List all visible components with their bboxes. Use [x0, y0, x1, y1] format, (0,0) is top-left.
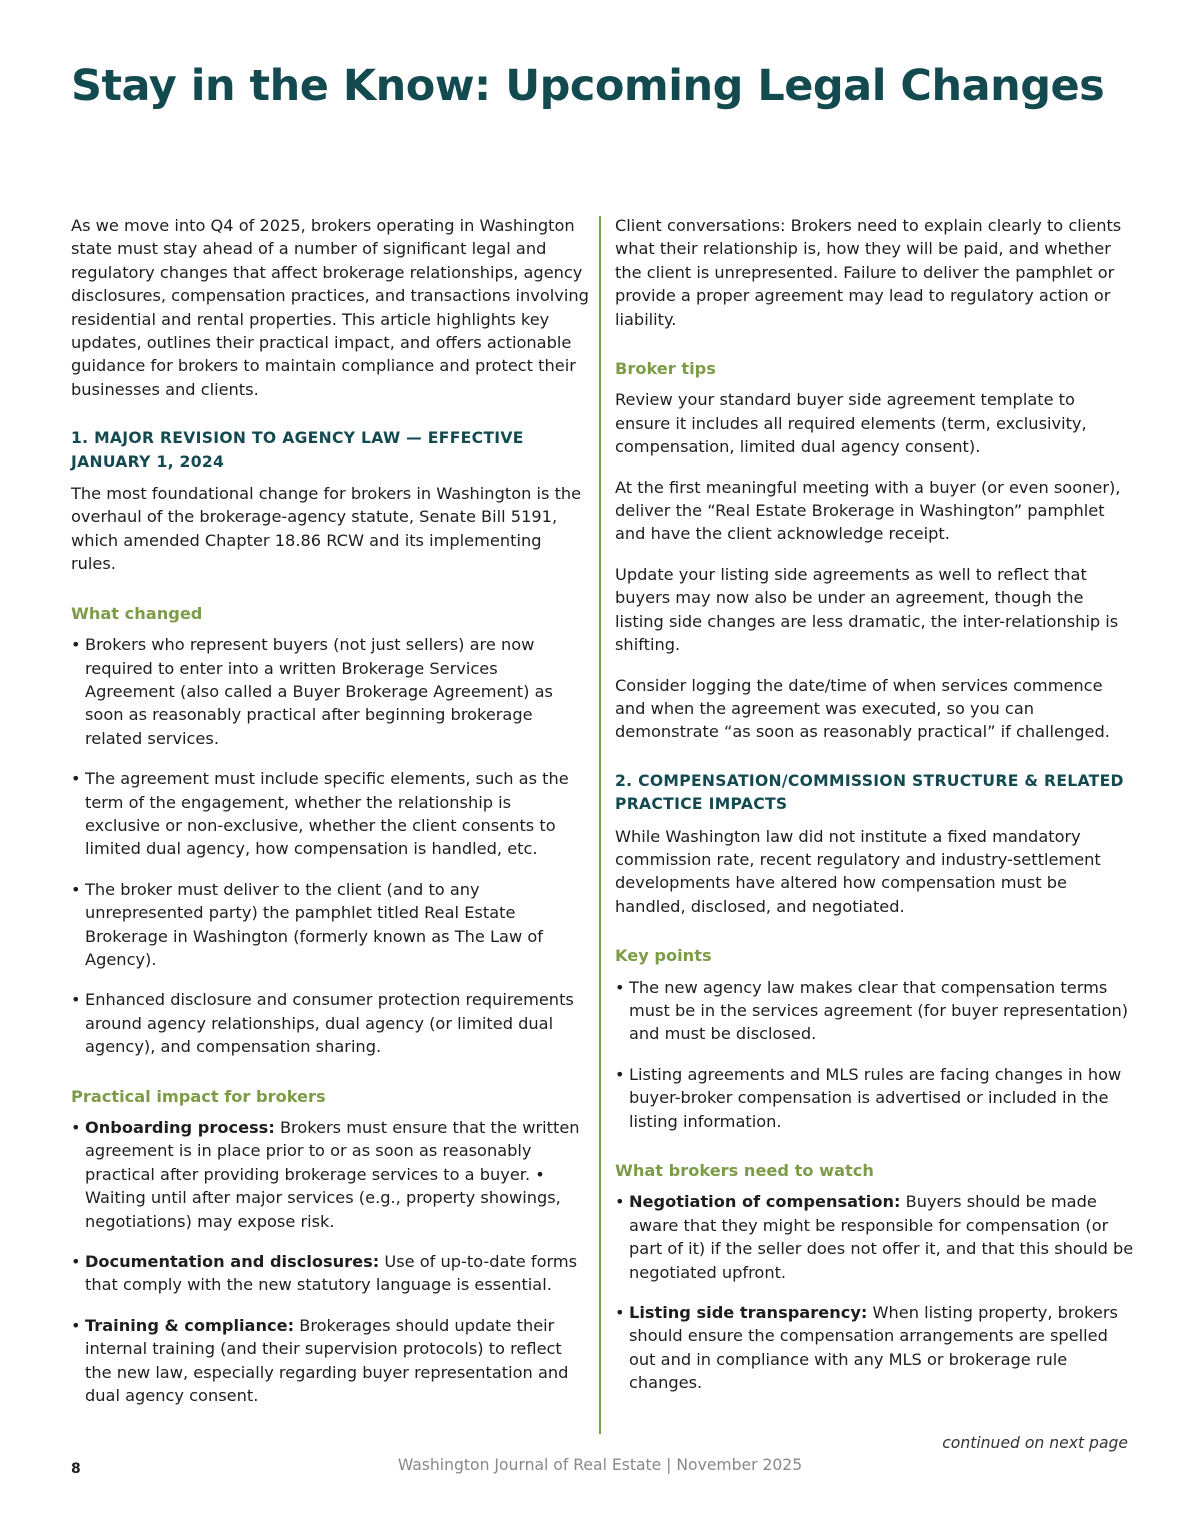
bullet-icon: • — [71, 1252, 81, 1272]
section-2-paragraph: While Washington law did not institute a fixed mandatory commission rate, recent regulatory and industry-settlement developments have altered how compensation must be handled, disclosed, and negotiated. — [615, 826, 1101, 916]
section-2-heading: 2. COMPENSATION/COMMISSION STRUCTURE & RELATED PRACTICE IMPACTS — [615, 771, 1124, 814]
tip-paragraph: Consider logging the date/time of when services commence and when the agreement was executed, so you can demonstrate “as soon as reasonably practical” if challenged. — [615, 675, 1110, 742]
key-points-list — [615, 976, 1135, 1133]
list-item: • Onboarding process: Brokers must ensure that the written agreement is in place prior to or as soon as reasonably practical after providing brokerage services to a buyer. • Waiting until after major services (e.g., property showings, negotiations) may expose risk. — [71, 1118, 580, 1231]
intro-paragraph: As we move into Q4 of 2025, brokers operating in Washington state must stay ahead of a number of significant legal and regulatory changes that affect brokerage relationships, agency disclosures, compensation practices, and transactions involving residential and rental properties. This article highlights key updates, outlines their practical impact, and offers actionable guidance for brokers to maintain compliance and protect their businesses and clients. — [71, 216, 589, 399]
broker-tips-heading: Broker tips — [615, 359, 716, 379]
list-item: • Negotiation of compensation: Buyers should be made aware that they might be responsible for compensation (or part of it) if the seller does not offer it, and that this should be negotiated upfront. — [615, 1192, 1134, 1282]
section-1-paragraph: The most foundational change for brokers in Washington is the overhaul of the brokerage-agency statute, Senate Bill 5191, which amended Chapter 18.86 RCW and its implementing rules. — [71, 484, 582, 574]
practical-impact-list — [71, 1116, 591, 1407]
bullet-icon: • — [71, 879, 81, 899]
footer-publication: Washington Journal of Real Estate | November 2025 — [397, 1456, 803, 1474]
article-title: Stay in the Know: Upcoming Legal Changes — [71, 61, 1105, 111]
continued-note: continued on next page — [942, 1434, 1128, 1452]
client-conversations-paragraph: Client conversations: Brokers need to explain clearly to clients what their relationship is, how they will be paid, and whether the client is unrepresented. Failure to deliver the pamphlet or provide a proper agreement may lead to regulatory action or liability. — [615, 216, 1122, 329]
bullet-icon: • — [615, 1303, 625, 1323]
watch-heading: What brokers need to watch — [615, 1161, 874, 1180]
tip-paragraph: Review your standard buyer side agreement template to ensure it includes all required elements (term, exclusivity, compensation, limited dual agency consent). — [615, 390, 1087, 457]
left-column — [71, 214, 591, 1424]
list-item: • The new agency law makes clear that compensation terms must be in the services agreement (for buyer representation) and must be disclosed. — [615, 977, 1129, 1044]
list-item: • The broker must deliver to the client (and to any unrepresented party) the pamphlet titled Real Estate Brokerage in Washington (formerly known as The Law of Agency). — [71, 879, 543, 969]
bullet-icon: • — [71, 1315, 81, 1335]
list-item: • Enhanced disclosure and consumer protection requirements around agency relationships, dual agency (or limited dual agency), and compensation sharing. — [71, 990, 574, 1057]
bullet-icon: • — [615, 1192, 625, 1212]
list-item: • Listing agreements and MLS rules are facing changes in how buyer-broker compensation is advertised or included in the listing information. — [615, 1064, 1122, 1131]
key-points-heading: Key points — [615, 946, 712, 966]
tip-paragraph: At the first meaningful meeting with a buyer (or even sooner), deliver the “Real Estate Brokerage in Washington” pamphlet and have the client acknowledge receipt. — [615, 477, 1121, 544]
page-number: 8 — [71, 1461, 81, 1477]
tip-paragraph: Update your listing side agreements as well to reflect that buyers may now also be under an agreement, though the listing side changes are less dramatic, the inter-relationship is shifting. — [615, 564, 1119, 655]
bullet-icon: • — [615, 977, 625, 997]
list-item: • Training & compliance: Brokerages should update their internal training (and their supervision protocols) to reflect the new law, especially regarding buyer representation and dual agency consent. — [71, 1315, 569, 1406]
what-changed-list — [71, 633, 591, 1059]
practical-impact-heading: Practical impact for brokers — [71, 1086, 326, 1106]
bullet-icon: • — [71, 769, 81, 789]
watch-list — [615, 1190, 1135, 1394]
list-item: • Listing side transparency: When listing property, brokers should ensure the compensation arrangements are spelled out and in compliance with any MLS or brokerage rule changes. — [615, 1303, 1118, 1393]
right-column — [615, 214, 1135, 1412]
bullet-icon: • — [615, 1064, 625, 1084]
bullet-icon: • — [71, 635, 81, 655]
list-item: • Brokers who represent buyers (not just sellers) are now required to enter into a written Brokerage Services Agreement (also called a Buyer Brokerage Agreement) as soon as reasonably practical after beginning brokerage related services. — [71, 635, 553, 748]
what-changed-heading: What changed — [71, 603, 203, 623]
bullet-icon: • — [71, 990, 81, 1010]
list-item: • Documentation and disclosures: Use of up-to-date forms that comply with the new statutory language is essential. — [71, 1252, 578, 1295]
list-item: • The agreement must include specific elements, such as the term of the engagement, whether the relationship is exclusive or non-exclusive, whether the client consents to limited dual agency, how compensation is handled, etc. — [71, 769, 569, 859]
column-divider — [599, 216, 601, 1434]
section-1-heading: 1. MAJOR REVISION TO AGENCY LAW — EFFECTIVE JANUARY 1, 2024 — [71, 429, 524, 471]
bullet-icon: • — [71, 1118, 81, 1137]
